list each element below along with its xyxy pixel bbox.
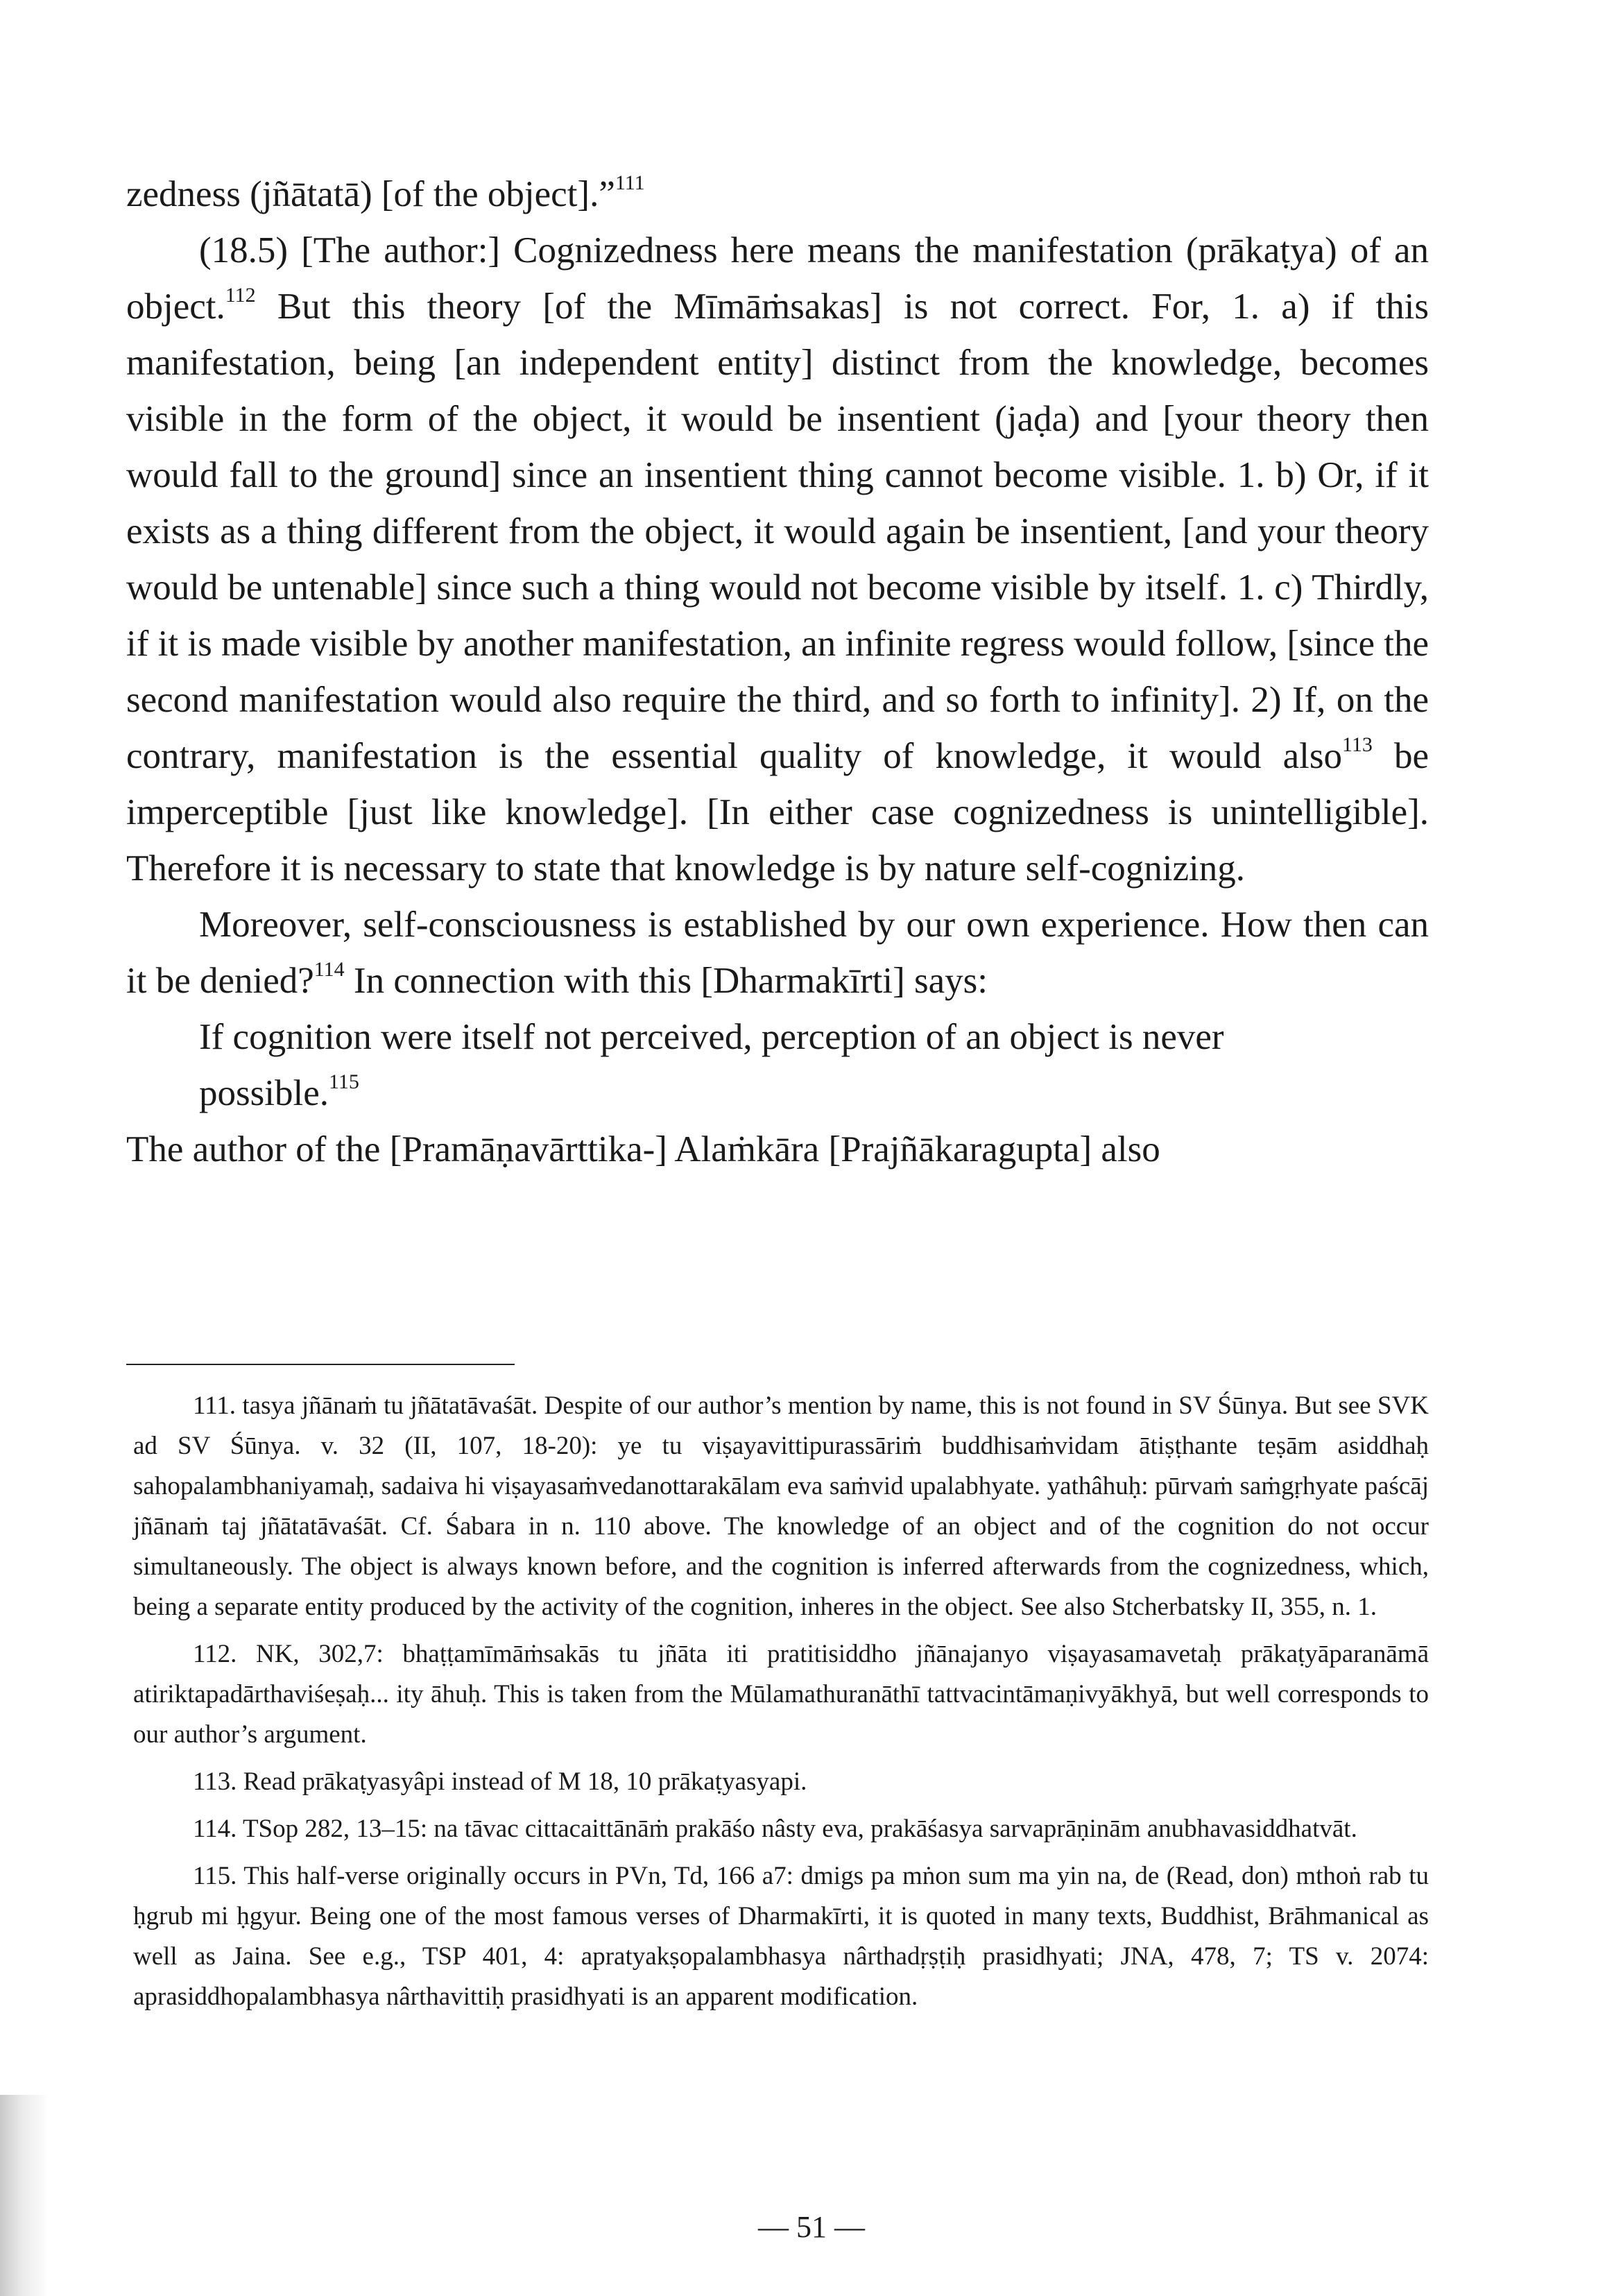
footnote-ref-112: 112 — [225, 284, 256, 307]
footnote-114: 114. TSop 282, 13–15: na tāvac cittacaittānāṁ prakāśo nâsty eva, prakāśasya sarvaprāṇinām anubhavasiddhatvāt. — [193, 1815, 1357, 1843]
block-quote-dharmakirti: If cognition were itself not perceived, perception of an object is never possible.$^{115}$ — [199, 1017, 1224, 1113]
page-number: — 51 — — [758, 2210, 865, 2244]
paragraph-18-5: (18.5) [The author:] Cognizedness here means the manifestation (prākaṭya) of an object.$^{112}$ But this theory [of the Mīmāṁsakas] is not correct. For, 1. a) if this manifestation, being [an independent entity] distinct from the knowledge, becomes visible in the form of the object, it would be insentient (jaḍa) and [your theory then would fall to the ground] since an insentient thing cannot become visible. 1. b) Or, if it exists as a thing different from the object, it would again be insentient, [and your theory would be untenable] since such a thing would not become visible by itself. 1. c) Thirdly, if it is made visible by another manifestation, an infinite regress would follow, [since the second manifestation would also require the third, and so forth to infinity]. 2) If, on the contrary, manifestation is the essential quality of knowledge, it would also$^{113}$ be imperceptible [just like knowledge]. [In either case cognizedness is unintelligible]. Therefore it is necessary to state that knowledge is by nature self-cognizing. — [126, 230, 1429, 889]
footnotes-section — [133, 1386, 1429, 2024]
footnote-ref-111: 111 — [615, 171, 645, 194]
paragraph-alamkara: The author of the [Pramāṇavārttika-] Alaṁkāra [Prajñākaragupta] also — [126, 1129, 1160, 1170]
paragraph-self-consciousness: Moreover, self-consciousness is established by our own experience. How then can it be denied?$^{114}$ In connection with this [Dharmakīrti] says: — [126, 905, 1429, 1001]
footnote-111: 111. tasya jñānaṁ tu jñātatāvaśāt. Despite of our author’s mention by name, this is not found in SV Śūnya. But see SVK ad SV Śūnya. v. 32 (II, 107, 18-20): ye tu viṣayavittipurassāriṁ buddhisaṁvidam ātiṣṭhante teṣām asiddhaḥ sahopalambhaniyamaḥ, sadaiva hi viṣayasaṁvedanottarakālam eva saṁvid upalabhyate. yathâhuḥ: pūrvaṁ saṁgṛhyate paścāj jñānaṁ taj jñātatāvaśāt. Cf. Śabara in n. 110 above. The knowledge of an object and of the cognition do not occur simultaneously. The object is always known before, and the cognition is inferred afterwards from the cognizedness, which, being a separate entity produced by the activity of the cognition, inheres in the object. See also Stcherbatsky II, 355, n. 1. — [133, 1391, 1429, 1621]
footnote-separator — [126, 1364, 515, 1365]
footnote-112: 112. NK, 302,7: bhaṭṭamīmāṁsakās tu jñāta iti pratitisiddho jñānajanyo viṣayasamavetaḥ prākaṭyāparanāmā atiriktapadārthaviśeṣaḥ... ity āhuḥ. This is taken from the Mūlamathuranāthī tattvacintāmaṇivyākhyā, but well corresponds to our author’s argument. — [133, 1640, 1429, 1749]
scan-shadow — [0, 2095, 49, 2296]
main-text-block — [126, 166, 1429, 1178]
footnote-ref-114: 114 — [314, 958, 345, 981]
paragraph-continued: zedness (jñātatā) [of the object].”$^{111}$ — [126, 171, 645, 214]
footnote-ref-113: 113 — [1341, 733, 1373, 756]
footnote-113: 113. Read prākaṭyasyâpi instead of M 18, 10 prākaṭyasyapi. — [193, 1767, 807, 1796]
footnote-ref-115: 115 — [328, 1070, 359, 1093]
footnote-115: 115. This half-verse originally occurs in PVn, Td, 166 a7: dmigs pa mṅon sum ma yin na, de (Read, don) mthoṅ rab tu ḥgrub mi ḥgyur. Being one of the most famous verses of Dharmakīrti, it is quoted in many texts, Buddhist, Brāhmanical as well as Jaina. See e.g., TSP 401, 4: apratyakṣopalambhasya nârthadṛṣṭiḥ prasidhyati; JNA, 478, 7; TS v. 2074: aprasiddhopalambhasya nârthavittiḥ prasidhyati is an apparent modification. — [133, 1862, 1429, 2011]
